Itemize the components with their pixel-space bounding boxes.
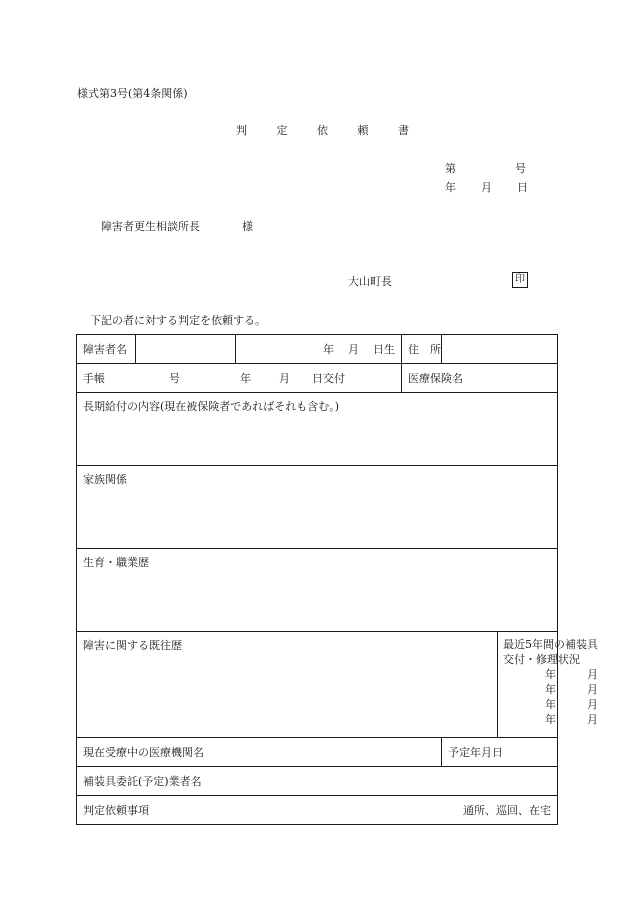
schedule-date-label: 予定年月日 bbox=[448, 746, 503, 759]
handbook-field[interactable] bbox=[77, 364, 402, 393]
family-label: 家族関係 bbox=[83, 473, 127, 486]
title-char: 定 bbox=[276, 124, 288, 137]
title-char: 依 bbox=[317, 124, 328, 137]
aids-history-field[interactable] bbox=[498, 632, 598, 738]
aids-year: 年 bbox=[545, 698, 556, 711]
aids-vendor-field[interactable] bbox=[77, 767, 558, 796]
birth-month: 月 bbox=[348, 343, 359, 356]
seal-mark: 印 bbox=[512, 272, 528, 288]
long-term-benefits-field[interactable] bbox=[77, 393, 558, 466]
handbook-year: 年 bbox=[240, 372, 251, 385]
addressee bbox=[101, 218, 253, 234]
addressee-honorific: 様 bbox=[242, 220, 253, 233]
sender-name: 大山町長 bbox=[348, 275, 392, 288]
aids-year: 年 bbox=[545, 713, 556, 726]
address-label: 住 所 bbox=[402, 335, 442, 364]
number-go: 号 bbox=[515, 162, 526, 175]
table-row bbox=[77, 393, 558, 466]
form-number: 様式第3号(第4条関係) bbox=[77, 87, 188, 100]
table-row bbox=[77, 632, 558, 738]
aids-year: 年 bbox=[545, 683, 556, 696]
handbook-month: 月 bbox=[279, 372, 290, 385]
request-items-label: 判定依頼事項 bbox=[83, 804, 149, 817]
document-number-line bbox=[445, 160, 526, 176]
title-char: 判 bbox=[236, 124, 247, 137]
handbook-label: 手帳 bbox=[83, 372, 105, 385]
aids-month: 月 bbox=[587, 683, 598, 696]
table-row bbox=[77, 335, 558, 364]
medical-history-field[interactable] bbox=[77, 632, 498, 738]
number-dai: 第 bbox=[445, 162, 456, 175]
institution-label: 現在受療中の医療機関名 bbox=[83, 746, 204, 759]
medical-history-label: 障害に関する既往歴 bbox=[83, 639, 182, 652]
date-month: 月 bbox=[481, 181, 492, 194]
addressee-name: 障害者更生相談所長 bbox=[101, 220, 200, 233]
address-field[interactable] bbox=[442, 335, 558, 364]
table-row bbox=[77, 767, 558, 796]
title-char: 頼 bbox=[357, 124, 369, 137]
birth-year: 年 bbox=[323, 343, 334, 356]
aids-history-sublabel: 交付・修理状況 bbox=[503, 653, 580, 666]
long-term-benefits-label: 長期給付の内容(現在被保険者であればそれも含む。) bbox=[83, 400, 340, 413]
request-items-options: 通所、巡回、在宅 bbox=[463, 804, 551, 817]
upbringing-career-label: 生育・職業歴 bbox=[83, 556, 149, 569]
aids-year-month bbox=[503, 712, 598, 727]
intro-text: 下記の者に対する判定を依頼する。 bbox=[90, 314, 266, 327]
aids-month: 月 bbox=[587, 713, 598, 726]
table-row bbox=[77, 738, 558, 767]
name-label: 障害者名 bbox=[77, 335, 136, 364]
aids-year-month bbox=[503, 667, 598, 682]
aids-history-label: 最近5年間の補装具 bbox=[503, 638, 598, 651]
schedule-date-field[interactable] bbox=[442, 738, 558, 767]
date-day: 日 bbox=[517, 181, 528, 194]
document-date-line bbox=[445, 179, 528, 195]
title-char: 書 bbox=[398, 124, 409, 137]
name-field[interactable] bbox=[136, 335, 236, 364]
handbook-issued: 日交付 bbox=[312, 372, 345, 385]
insurance-label: 医療保険名 bbox=[408, 372, 463, 385]
handbook-go: 号 bbox=[169, 372, 180, 385]
birth-day: 日生 bbox=[373, 343, 395, 356]
birthdate-field[interactable] bbox=[236, 335, 402, 364]
document-title bbox=[236, 122, 409, 138]
aids-month: 月 bbox=[587, 698, 598, 711]
institution-field[interactable] bbox=[77, 738, 442, 767]
upbringing-career-field[interactable] bbox=[77, 549, 558, 632]
aids-month: 月 bbox=[587, 668, 598, 681]
aids-year: 年 bbox=[545, 668, 556, 681]
aids-vendor-label: 補装具委託(予定)業者名 bbox=[83, 775, 202, 788]
insurance-field[interactable] bbox=[402, 364, 558, 393]
table-row bbox=[77, 466, 558, 549]
aids-year-month bbox=[503, 697, 598, 712]
table-row bbox=[77, 364, 558, 393]
family-field[interactable] bbox=[77, 466, 558, 549]
request-form-table bbox=[76, 334, 598, 825]
aids-year-month bbox=[503, 682, 598, 697]
table-row bbox=[77, 796, 558, 825]
date-year: 年 bbox=[445, 181, 456, 194]
table-row bbox=[77, 549, 558, 632]
request-items-field[interactable] bbox=[77, 796, 558, 825]
